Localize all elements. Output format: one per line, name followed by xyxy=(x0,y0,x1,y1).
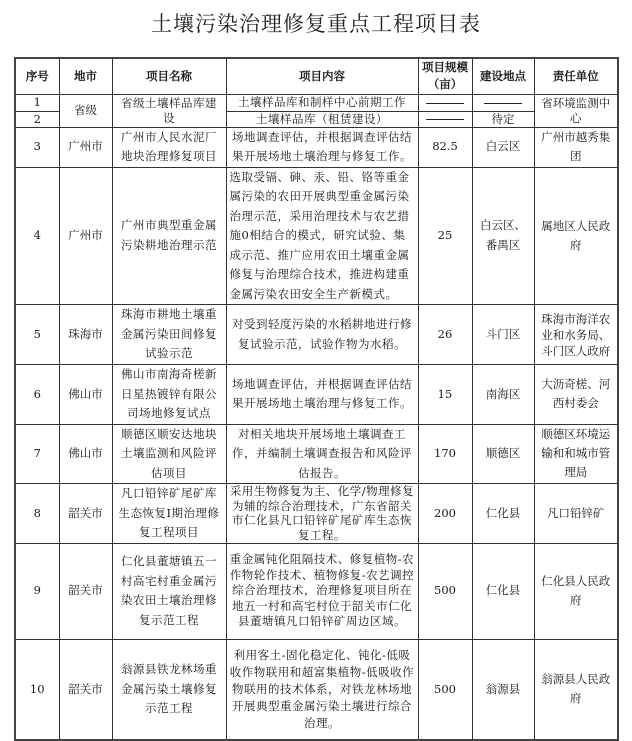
cell-location: 斗门区 xyxy=(472,305,534,365)
dash-mark xyxy=(426,119,464,120)
cell-location: 白云区 xyxy=(472,127,534,167)
cell-name: 仁化县董塘镇五一村高宅村重金属污染农田土壤治理修复示范工程 xyxy=(112,543,226,639)
table-row xyxy=(15,127,618,167)
cell-unit: 顺德区环境运输和和城市管理局 xyxy=(534,424,618,484)
cell-scale: 200 xyxy=(418,484,472,544)
cell-city: 韶关市 xyxy=(59,639,112,740)
cell-content: 场地调查评估，并根据调查评估结果开展场地土壤治理与修复工作。 xyxy=(226,365,418,425)
cell-content: 对相关地块开展场地土壤调查工作，并编制土壤调查报告和风险评估报告。 xyxy=(226,424,418,484)
cell-city: 珠海市 xyxy=(59,305,112,365)
header-unit: 责任单位 xyxy=(534,58,618,94)
cell-num: 2 xyxy=(15,111,59,127)
project-table xyxy=(14,57,619,741)
cell-city: 省级 xyxy=(59,94,112,127)
cell-city: 佛山市 xyxy=(59,365,112,425)
cell-num: 4 xyxy=(15,167,59,305)
cell-num: 7 xyxy=(15,424,59,484)
header-num: 序号 xyxy=(15,58,59,94)
cell-num: 1 xyxy=(15,94,59,111)
cell-unit: 仁化县人民政府 xyxy=(534,543,618,639)
cell-location: 南海区 xyxy=(472,365,534,425)
table-row xyxy=(15,424,618,484)
cell-location: 仁化县 xyxy=(472,484,534,544)
cell-city: 广州市 xyxy=(59,127,112,167)
cell-content: 选取受镉、砷、汞、铅、铬等重金属污染的农田开展典型重金属污染治理示范，采用治理技术与农艺措施0相结合的模式，研究试验、集成示范、推广应用农田土壤重金属修复与治理综合技术，推进构建重金属污染农田安全生产新模式。 xyxy=(226,167,418,305)
cell-name: 广州市人民水泥厂地块治理修复项目 xyxy=(112,127,226,167)
cell-scale: 82.5 xyxy=(418,127,472,167)
table-row xyxy=(15,484,618,544)
cell-unit: 珠海市海洋农业和水务局、斗门区人政府 xyxy=(534,305,618,365)
cell-city: 广州市 xyxy=(59,167,112,305)
cell-scale xyxy=(418,94,472,111)
cell-name: 珠海市耕地土壤重金属污染田间修复试验示范 xyxy=(112,305,226,365)
cell-content: 采用生物修复为主、化学/物理修复为辅的综合治理技术，广东省韶关市仁化县凡口铅锌矿尾矿库生态恢复工程。 xyxy=(226,484,418,544)
cell-scale: 15 xyxy=(418,365,472,425)
header-name: 项目名称 xyxy=(112,58,226,94)
cell-num: 5 xyxy=(15,305,59,365)
cell-content: 利用客土-固化稳定化、钝化-低吸收作物联用和超富集植物-低吸收作物联用的技术体系，对铁龙林场地开展典型重金属污染土壤进行综合治理。 xyxy=(226,639,418,740)
cell-city: 韶关市 xyxy=(59,543,112,639)
cell-location: 白云区、番禺区 xyxy=(472,167,534,305)
cell-name: 翁源县铁龙林场重金属污染土壤修复示范工程 xyxy=(112,639,226,740)
cell-scale: 170 xyxy=(418,424,472,484)
cell-scale: 500 xyxy=(418,639,472,740)
cell-content: 土壤样品库（租赁建设） xyxy=(226,111,418,127)
cell-num: 3 xyxy=(15,127,59,167)
table-row xyxy=(15,94,618,111)
header-city: 地市 xyxy=(59,58,112,94)
cell-scale: 26 xyxy=(418,305,472,365)
cell-name: 省级土壤样品库建设 xyxy=(112,94,226,127)
cell-num: 6 xyxy=(15,365,59,425)
dash-mark xyxy=(484,103,522,104)
cell-content: 对受到轻度污染的水稻耕地进行修复试验示范，试验作物为水稻。 xyxy=(226,305,418,365)
cell-location: 翁源县 xyxy=(472,639,534,740)
cell-unit: 凡口铅锌矿 xyxy=(534,484,618,544)
cell-name: 凡口铅锌矿尾矿库生态恢复Ⅰ期治理修复工程项目 xyxy=(112,484,226,544)
table-header-row xyxy=(15,58,618,94)
cell-unit: 广州市越秀集团 xyxy=(534,127,618,167)
cell-location xyxy=(472,94,534,111)
cell-content: 土壤样品库和制样中心前期工作 xyxy=(226,94,418,111)
cell-unit: 属地区人民政府 xyxy=(534,167,618,305)
cell-scale xyxy=(418,111,472,127)
cell-city: 佛山市 xyxy=(59,424,112,484)
table-row xyxy=(15,365,618,425)
cell-name: 顺德区顺安达地块土壤监测和风险评估项目 xyxy=(112,424,226,484)
cell-num: 10 xyxy=(15,639,59,740)
cell-scale: 500 xyxy=(418,543,472,639)
table-row xyxy=(15,543,618,639)
cell-content: 重金属钝化阻隔技术、修复植物-农作物轮作技术、植物修复-农艺调控综合治理技术，治理修复项目所在地五一村和高宅村位于韶关市仁化县董塘镇凡口铅锌矿周边区域。 xyxy=(226,543,418,639)
cell-num: 9 xyxy=(15,543,59,639)
header-scale: 项目规模（亩） xyxy=(418,58,472,94)
page-title: 土壤污染治理修复重点工程项目表 xyxy=(151,12,481,36)
cell-location: 仁化县 xyxy=(472,543,534,639)
cell-content: 场地调查评估，并根据调查评估结果开展场地土壤治理与修复工作。 xyxy=(226,127,418,167)
header-content: 项目内容 xyxy=(226,58,418,94)
cell-name: 广州市典型重金属污染耕地治理示范 xyxy=(112,167,226,305)
cell-num: 8 xyxy=(15,484,59,544)
cell-scale: 25 xyxy=(418,167,472,305)
cell-location: 顺德区 xyxy=(472,424,534,484)
header-location: 建设地点 xyxy=(472,58,534,94)
cell-location: 待定 xyxy=(472,111,534,127)
cell-unit: 省环境监测中心 xyxy=(534,94,618,127)
table-row xyxy=(15,167,618,305)
dash-mark xyxy=(426,103,464,104)
table-row xyxy=(15,305,618,365)
cell-unit: 大沥奇槎、河西村委会 xyxy=(534,365,618,425)
cell-name: 佛山市南海奇槎新日星热镀锌有限公司场地修复试点 xyxy=(112,365,226,425)
cell-unit: 翁源县人民政府 xyxy=(534,639,618,740)
cell-city: 韶关市 xyxy=(59,484,112,544)
